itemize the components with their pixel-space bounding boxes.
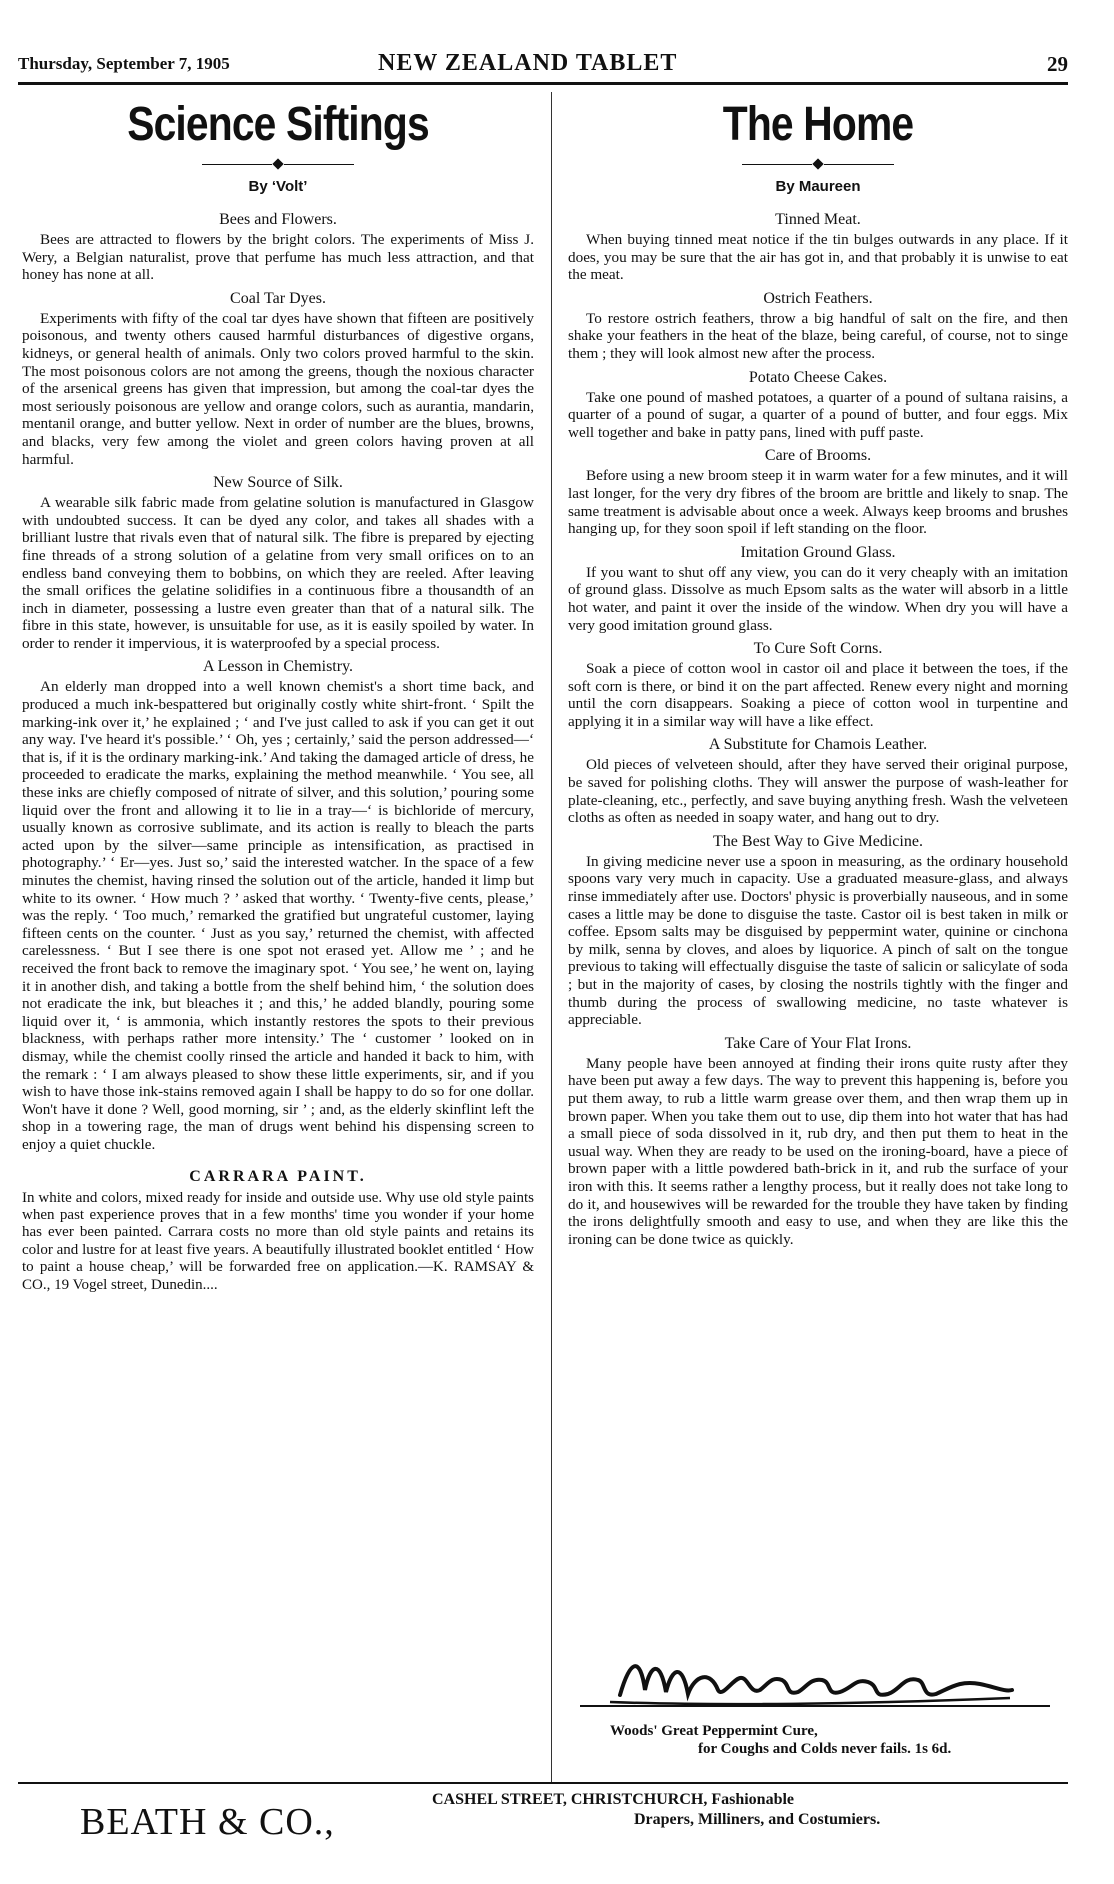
article-body: In giving medicine never use a spoon in measuring, as the ordinary household spoons vary very much in capacity. Use a graduated measure-glass, and always rinse immediately after use. Doctors' physic is proverbially nauseous, and in some cases a little may be done to disguise the taste. Castor oil is best taken in milk or coffee. Epsom salts may be disguised by peppermint water, quinine or cinchona by milk, senna by cloves, and aloes by liquorice. A pinch of salt on the tongue previous to taking will effectually disguise the taste of salicin or salicylate of soda ; but in the majority of cases, by closing the nostrils tightly with the finger and thumb during the process of swallowing medicine, no taste whatever is appreciable. [568, 852, 1068, 1029]
section-title: Science Siftings [127, 98, 429, 151]
beath-advertisement-address [432, 1790, 880, 1830]
carrara-advertisement [22, 1168, 534, 1294]
ad-title: CARRARA PAINT. [189, 1167, 367, 1185]
article [568, 544, 1068, 634]
article-heading: Take Care of Your Flat Irons. [724, 1034, 912, 1052]
article [568, 447, 1068, 537]
article [568, 640, 1068, 730]
ad-text: In white and colors, mixed ready for inside and outside use. Why use old style paints when past experience proves that in a few months' time you wonder if your home has ever been painted. Carrara costs no more than old style paints and retains its color and lustre for at least five years. A beautifully illustrated booklet entitled ‘ How to paint a house cheap,’ will be forwarded free on application.—K. RAMSAY & CO., 19 Vogel street, Dunedin.... [22, 1189, 534, 1293]
woods-advertisement [610, 1722, 951, 1758]
byline: By Maureen [775, 178, 861, 195]
article-body: Soak a piece of cotton wool in castor oil and place it between the toes, if the soft corn is there, or bind it on the part affected. Renew every night and morning until the corn disappears. Soaking a piece of cotton wool in turpentine and applying it in a similar way will have a like effect. [568, 660, 1068, 730]
article [22, 290, 534, 468]
article [22, 211, 534, 284]
article [568, 290, 1068, 363]
article-body: Old pieces of velveteen should, after they have served their original purpose, be saved for polishing cloths. They will answer the purpose of wash-leather for plate-cleaning, etc., perfectly, and save buying anything fresh. Wash the velveteen cloths as often as needed in soapy water, and hang out to dry. [568, 756, 1068, 827]
article-heading: Ostrich Feathers. [763, 289, 873, 307]
article-body: Take one pound of mashed potatoes, a quarter of a pound of sultana raisins, a quarter of a pound of sugar, a quarter of a pound of butter, and four eggs. Mix well together and bake in patty pans, lined with puff paste. [568, 388, 1068, 441]
title-ornament [568, 156, 1068, 172]
article-heading: Potato Cheese Cakes. [748, 368, 888, 386]
article [568, 736, 1068, 826]
article [22, 658, 534, 1153]
article-heading: Coal Tar Dyes. [230, 289, 326, 307]
article-body: To restore ostrich feathers, throw a big handful of salt on the fire, and then shake your feathers in the heat of the blaze, being careful, of course, not to singe them ; they will look almost new after the process. [568, 309, 1068, 362]
beath-address-line-1: CASHEL STREET, CHRISTCHURCH, Fashionable [432, 1791, 795, 1808]
article-heading: Care of Brooms. [764, 447, 872, 465]
article-heading: The Best Way to Give Medicine. [713, 832, 923, 850]
footer-rule [18, 1782, 1068, 1784]
section-title: The Home [722, 98, 914, 151]
article-body: Many people have been annoyed at finding their irons quite rusty after they have been put away a few days. The way to prevent this happening is, before you put them away, to rub a little warm grease over them, and then wrap them up in brown paper. When you take them out to use, dip them into hot water that has had a small piece of soda dissolved in it, rub dry, and then put them to heat in the usual way. When they are ready to be used on the ironing-board, have a piece of brown paper with a little powdered bath-brick in it, and rub the surface of your iron with this. It seems rather a lengthy process, but it really does not take long to do it, and housewives will be rewarded for the trouble they have taken by finding the irons delightfully smooth and easy to use, and when they are like this the ironing can be done twice as quickly. [568, 1054, 1068, 1248]
title-ornament [22, 156, 534, 172]
article-heading: New Source of Silk. [213, 474, 343, 492]
column-divider [551, 92, 552, 1782]
article-heading: Tinned Meat. [775, 211, 861, 228]
article [568, 1035, 1068, 1249]
article-heading: Imitation Ground Glass. [740, 543, 896, 561]
newspaper-name: NEW ZEALAND TABLET [378, 50, 678, 76]
issue-date: Thursday, September 7, 1905 [18, 54, 230, 73]
the-home-column [568, 96, 1068, 1248]
article-body: A wearable silk fabric made from gelatine solution is manufactured in Glasgow with undoubted success. It can be dyed any color, and takes all shades with a brilliant lustre that rivals even that of natural silk. The fibre is prepared by ejecting fine threads of a strong solution of a gelatine from very small orifices on to an endless band conveying them to bobbins, on which they are reeled. After leaving the small orifices the gelatine solidifies in a continuous fibre a thousandth of an inch in diameter, possessing a lustre even greater than that of a natural silk. The fibre in this state, however, is unsuitable for use, as it is easily spoiled by water. In order to render it impervious, it is waterproofed by a special process. [22, 494, 534, 652]
article-heading: A Lesson in Chemistry. [202, 658, 354, 676]
science-siftings-column [22, 96, 534, 1294]
article-body: Before using a new broom steep it in warm water for a few minutes, and it will last longer, for the very dry fibres of the broom are brittle and likely to snap. The same treatment is advisable about once a week. Always keep brooms and brushes hanging up, for they soon spoil if left standing on the floor. [568, 467, 1068, 538]
article-body: An elderly man dropped into a well known chemist's a short time back, and produced a much ink-bespattered but originally costly white shirt-front. ‘ Spilt the marking-ink over it,’ he explained ; ‘ and I've just called to ask if you can get it out any way. I've heard it's possible.’ ‘ Oh, yes ; certainly,’ said the person addressed—‘ that is, if it is the ordinary marking-ink.’ And taking the damaged article of dress, he proceeded to eradicate the marks, explaining the method meanwhile. ‘ You see, all these inks are chiefly composed of nitrate of silver, and this solution,’ pouring some liquid over the front and allowing it to lie in a tray—‘ is bichloride of mercury, usually known as corrosive sublimate, and its action is really to bleach the parts acted upon by the silver—same principle as intensification, as practised in photography.’ ‘ Er—yes. Just so,’ said the interested watcher. In the space of a few minutes the chemist, having rinsed the solution out of the article, handed it limp but white to its owner. ‘ How much ? ’ asked that worthy. ‘ Twenty-five cents, please,’ was the reply. ‘ Too much,’ remarked the gratified but ungrateful customer, laying fifteen cents on the counter. ‘ Just as you say,’ returned the chemist, with affected carelessness. ‘ But I see there is one spot not erased yet. Allow me ’ ; and he received the front back to remove the imaginary spot. ‘ You see,’ he went on, laying it in another dish, and taking a bottle from the shelf behind him, ‘ the solution does not eradicate the ink, but bleaches it ; and this,’ he added blandly, pouring some liquid over it, ‘ is ammonia, which instantly restores the spots to their previous blackness, with perhaps rather more intensity.’ The ‘ customer ’ looked on in dismay, while the chemist coolly rinsed the article and handed it back to him, with the remark : ‘ I am always pleased to show these little experiments, sir, and if you wish to have those ink-stains removed again I shall be happy to do so for one dollar. Won't have it done ? Well, good morning, sir ’ ; and, as the elderly skinflint left the shop in a towering rage, the man of drugs went behind his dispensing screen to enjoy a quiet chuckle. [22, 678, 534, 1153]
beath-advertisement-name: BEATH & CO., [80, 1801, 335, 1843]
article [568, 833, 1068, 1029]
article-body: Bees are attracted to flowers by the bright colors. The experiments of Miss J. Wery, a Belgian naturalist, prove that perfume has much less attraction, and that honey has none at all. [22, 231, 534, 284]
maureen-signature [600, 1640, 1020, 1710]
article-heading: A Substitute for Chamois Leather. [708, 736, 928, 754]
article-body: When buying tinned meat notice if the tin bulges outwards in any place. If it does, you may be sure that the air has got in, and that probably it is unwise to eat the meat. [568, 231, 1068, 284]
article-body: If you want to shut off any view, you can do it very cheaply with an imitation of ground glass. Dissolve as much Epsom salts as the water will absorb in a little hot water, and paint it over the inside of the window. When dry you will have a very good imitation ground glass. [568, 563, 1068, 634]
beath-address-line-2: Drapers, Milliners, and Costumiers. [634, 1811, 881, 1828]
masthead [18, 50, 1068, 85]
signature-rule [580, 1705, 1050, 1707]
article-heading: Bees and Flowers. [219, 211, 337, 228]
article [568, 211, 1068, 284]
page-number: 29 [1047, 52, 1068, 76]
woods-line-2: for Coughs and Colds never fails. 1s 6d. [698, 1741, 952, 1757]
article-body: Experiments with fifty of the coal tar dyes have shown that fifteen are positively poisonous, and twenty others caused harmful disturbances of digestive organs, kidneys, or general health of animals. Only two colors proved harmful to the skin. The most poisonous colors are not among the greens, though the noxious character of the arsenical greens has given that impression, but among the coal-tar dyes the most seriously poisonous are yellow and orange colors, such as aurantia, mandarin, mentanil orange, and butter yellow. Next in order of number are the blues, browns, and blacks, very few among the violet and green colors having proven at all harmful. [22, 309, 534, 468]
byline: By ‘Volt’ [248, 178, 308, 195]
article-heading: To Cure Soft Corns. [753, 640, 883, 658]
article [568, 369, 1068, 442]
woods-line-1: Woods' Great Peppermint Cure, [610, 1723, 818, 1739]
article [22, 474, 534, 652]
